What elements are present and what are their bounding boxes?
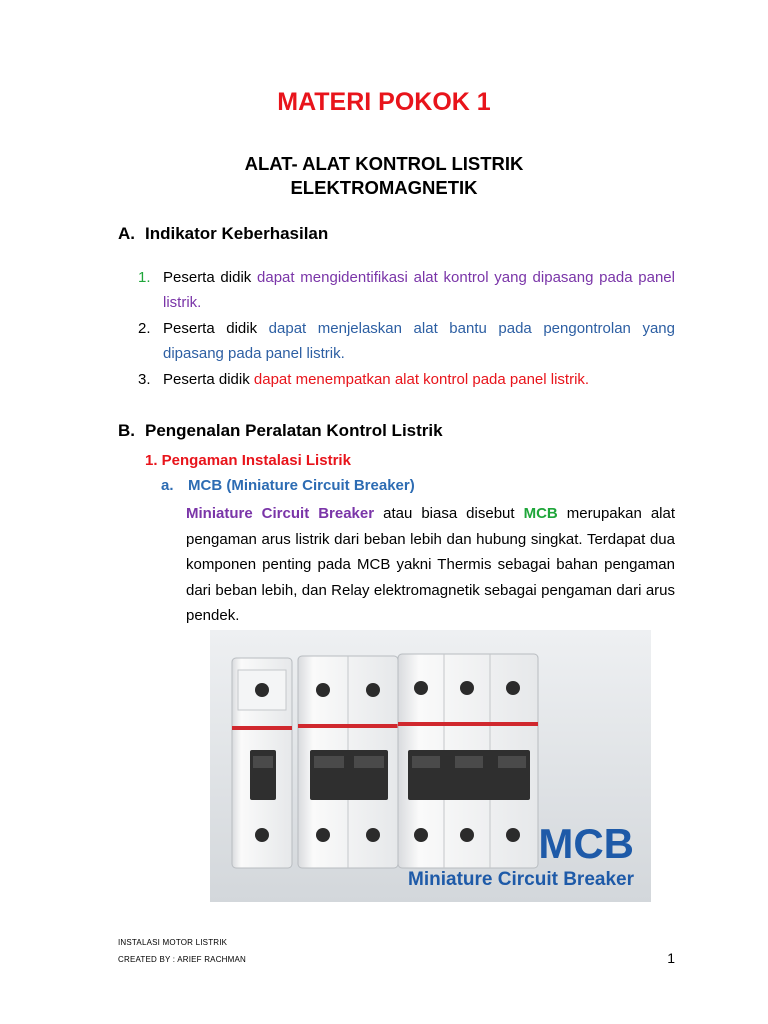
section-b-heading	[118, 421, 443, 441]
mcb-paragraph-rest: merupakan alat pengaman arus listrik dari beban lebih dan hubung singkat. Terdapat dua komponen penting pada MCB yakni Thermis sebagai bahan pengaman dari beban lebih, dan Relay elektromagnetik sebagai pengaman dari arus pendek.	[186, 505, 676, 624]
section-a-letter: A.	[118, 224, 135, 243]
indicator-prefix-2: Peserta didik	[163, 320, 269, 337]
indicator-number-1: 1.	[138, 269, 151, 286]
indicator-text-1	[163, 265, 675, 315]
section-b-title: Pengenalan Peralatan Kontrol Listrik	[145, 421, 443, 440]
mcb-term: Miniature Circuit Breaker	[186, 505, 375, 522]
subsection-a-title: MCB (Miniature Circuit Breaker)	[188, 477, 415, 494]
indicator-item-1	[138, 265, 675, 315]
section-a-heading	[118, 224, 328, 244]
section-b-letter: B.	[118, 421, 135, 440]
subsection-a-letter: a.	[161, 477, 174, 494]
image-caption: Miniature Circuit Breaker	[408, 869, 634, 890]
indicator-item-2	[138, 316, 675, 366]
mcb-paragraph-mid: atau biasa disebut	[374, 505, 524, 522]
page-title: MATERI POKOK 1	[277, 88, 491, 116]
mcb-breaker-1p	[232, 658, 292, 868]
mcb-breaker-2p	[298, 656, 398, 868]
indicator-number-3: 3.	[138, 371, 151, 388]
indicator-highlight-3: dapat menempatkan alat kontrol pada panel listrik.	[253, 371, 590, 388]
mcb-photo	[210, 630, 651, 902]
mcb-abbreviation: MCB	[523, 505, 558, 522]
indicator-text-2	[163, 316, 675, 366]
mcb-paragraph	[186, 501, 675, 629]
mcb-breaker-3p	[398, 654, 538, 868]
subsection-a-heading	[161, 477, 415, 494]
section-a-title: Indikator Keberhasilan	[145, 224, 329, 243]
indicator-highlight-1: dapat mengidentifikasi alat kontrol yang dipasang pada panel listrik.	[163, 269, 675, 311]
subtitle-line-2: ELEKTROMAGNETIK	[290, 177, 478, 198]
indicator-highlight-2: dapat menjelaskan alat bantu pada pengontrolan yang dipasang pada panel listrik.	[163, 320, 675, 362]
indicator-item-3	[138, 367, 675, 392]
page-number: 1	[667, 950, 675, 966]
indicator-number-2: 2.	[138, 320, 151, 337]
image-big-text: MCB	[538, 820, 634, 867]
indicator-text-3	[163, 367, 675, 392]
footer-author: CREATED BY : ARIEF RACHMAN	[118, 955, 247, 964]
indicator-prefix-1: Peserta didik	[163, 269, 258, 286]
indicator-prefix-3: Peserta didik	[163, 371, 254, 388]
footer-course: INSTALASI MOTOR LISTRIK	[118, 938, 228, 947]
subsection-1-heading: 1. Pengaman Instalasi Listrik	[145, 452, 351, 469]
document-subtitle	[0, 152, 768, 200]
subtitle-line-1: ALAT- ALAT KONTROL LISTRIK	[244, 153, 524, 174]
